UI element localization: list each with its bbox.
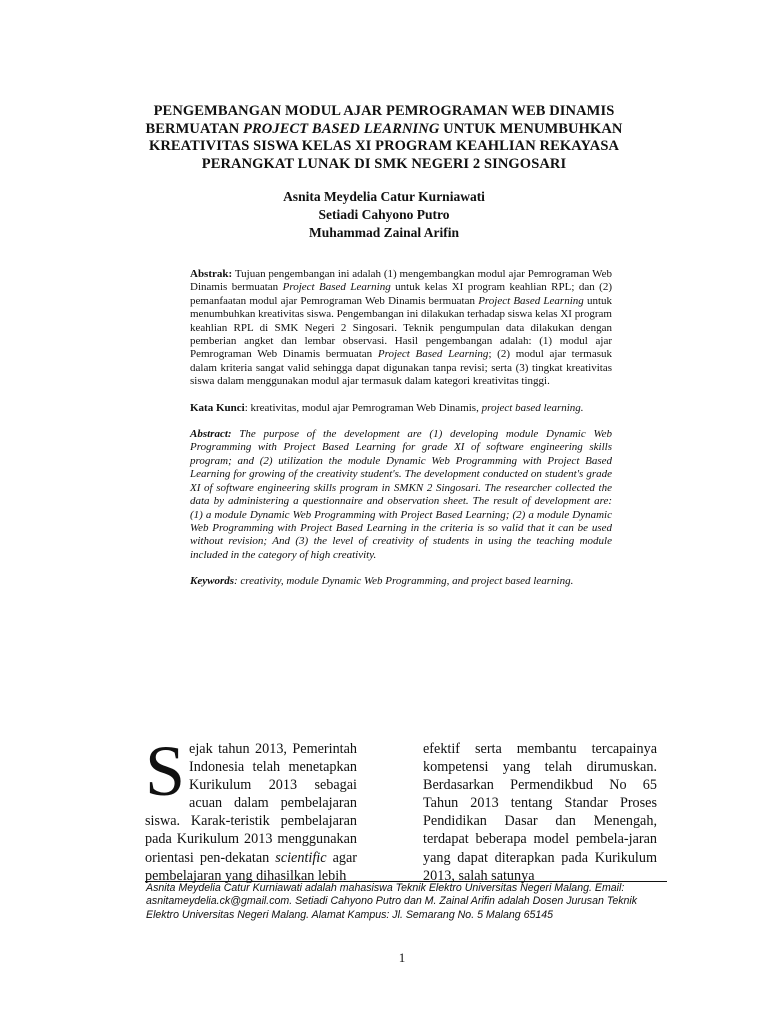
- abstrak-text-2: untuk kelas XI program keahlian RPL; dan (2) pemanfaatan modul ajar Pemrograman Web Dinamis bermuatan: [190, 281, 613, 307]
- author-2: Setiadi Cahyono Putro: [318, 207, 450, 222]
- abstrak-text-4: ; (2) modul ajar termasuk dalam kriteria sangat valid sehingga dapat digunakan tanpa revisi; serta (3) tingkat kreativitas siswa dalam menggunakan modul ajar termasuk dalam kategori kreativitas tinggi.: [190, 348, 612, 388]
- keywords-label: Keywords: [190, 575, 234, 588]
- footnote: [146, 882, 666, 922]
- author-3: Muhammad Zainal Arifin: [308, 225, 460, 240]
- title-line-2-italic: PROJECT BASED LEARNING: [243, 120, 440, 137]
- body-left-text-1: ejak tahun 2013, Pemerintah Indonesia telah menetapkan Kurikulum 2013 sebagai acuan dalam pembelajaran siswa. Karak-teristik pembelajaran pada Kurikulum 2013 menggunakan orientasi pen-dekatan: [145, 741, 357, 866]
- body-left-text-2: agar pembelajaran yang dihasilkan lebih: [145, 849, 357, 884]
- title-line-2-start: BERMUATAN: [145, 120, 240, 137]
- author-1: Asnita Meydelia Catur Kurniawati: [283, 189, 485, 204]
- abstrak-italic-2: Project Based Learning: [478, 294, 584, 307]
- abstrak-text-1: Tujuan pengembangan ini adalah (1) mengembangkan modul ajar Pemrograman Web Dinamis bermuatan: [190, 268, 612, 294]
- abstrak-italic-3: Project Based Learning: [377, 348, 489, 361]
- body-left-italic: scientific: [275, 849, 327, 866]
- abstrak-text-3: untuk menumbuhkan kreativitas siswa. Pengembangan ini dilakukan terhadap siswa kelas XI program keahlian RPL di SMK Negeri 2 Singosari. Teknik pengumpulan data dilakukan dengan pemberian angket dan lembar observasi. Hasil pengembangan adalah: (1) modul ajar Pemrograman Web Dinamis bermuatan: [190, 294, 612, 361]
- kata-kunci-paragraph: [190, 402, 612, 415]
- title-line-1: PENGEMBANGAN MODUL AJAR PEMROGRAMAN WEB DINAMIS: [153, 103, 615, 119]
- abstract-en-paragraph: [190, 428, 612, 562]
- paper-title: [100, 103, 668, 173]
- kata-kunci-text: : kreativitas, modul ajar Pemrograman Web Dinamis,: [244, 401, 479, 414]
- abstrak-italic-1: Project Based Learning: [282, 281, 391, 294]
- body-column-right: [423, 740, 657, 885]
- abstract-en-text: The purpose of the development are (1) developing module Dynamic Web Programming with Project Based Learning for grade XI of software engineering skills program; and (2) utilization the module Dynamic Web Programming with Project Based Learning for growing of the creativity student's. The development conducted on student's grade XI of software engineering skills program in SMKN 2 Singosari. The researcher collected the data by administering a questionnaire and observation sheet. The result of development are: (1) a module Dynamic Web Programming with Project Based Learning; (2) a module Dynamic Web Programming with Project Based Learning in the criteria is so valid that it can be used without revision; And (3) the level of creativity of students in using the teaching module included in the category of high creativity.: [190, 428, 613, 561]
- drop-cap: S: [145, 731, 186, 811]
- kata-kunci-label: Kata Kunci: [190, 401, 245, 414]
- title-line-2-end: UNTUK MENUMBUHKAN: [443, 120, 623, 137]
- kata-kunci-italic: project based learning.: [481, 401, 584, 414]
- page-number: 1: [398, 950, 406, 965]
- keywords-paragraph: [190, 575, 612, 588]
- footnote-text: Asnita Meydelia Catur Kurniawati adalah mahasiswa Teknik Elektro Universitas Negeri Malang. Email: asnitameydelia.ck@gmail.com. Setiadi Cahyono Putro dan M. Zainal Arifin adalah Dosen Jurusan Teknik Elektro Universitas Negeri Malang. Alamat Kampus: Jl. Semarang No. 5 Malang 65145: [146, 882, 638, 921]
- abstract-section: [190, 268, 612, 602]
- body-right-text: efektif serta membantu tercapainya kompetensi yang telah dirumuskan. Berdasarkan Permendikbud No 65 Tahun 2013 tentang Standar Proses Pendidikan Dasar dan Menengah, terdapat beberapa model pembela-jaran yang dapat diterapkan pada Kurikulum 2013, salah satunya: [423, 741, 657, 884]
- keywords-text: : creativity, module Dynamic Web Programming, and project based learning.: [234, 575, 574, 588]
- abstrak-paragraph: [190, 268, 612, 389]
- title-line-4: PERANGKAT LUNAK DI SMK NEGERI 2 SINGOSARI: [201, 155, 567, 172]
- title-line-2: [100, 121, 668, 139]
- abstrak-label: Abstrak:: [190, 268, 233, 280]
- abstract-en-label: Abstract:: [190, 428, 232, 441]
- title-line-3: KREATIVITAS SISWA KELAS XI PROGRAM KEAHLIAN REKAYASA: [148, 138, 620, 154]
- body-column-left: [145, 731, 357, 885]
- author-list: [150, 188, 618, 242]
